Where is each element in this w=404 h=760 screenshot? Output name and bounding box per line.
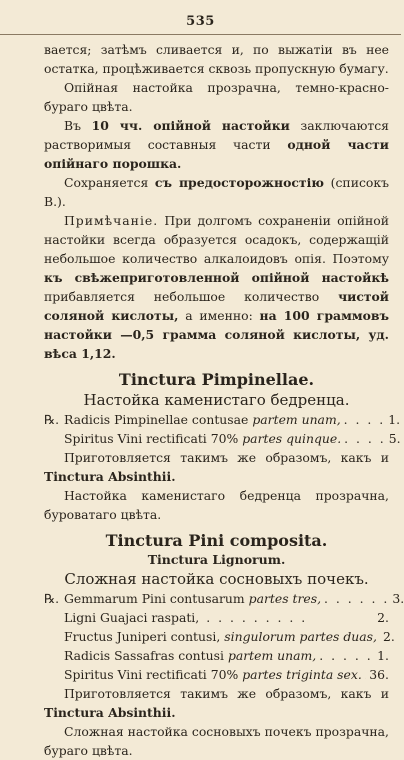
leader-dots [365,665,367,684]
section-title-russian: Сложная настойка сосновыхъ почекъ. [64,570,369,588]
page-body [44,40,404,760]
ingredient-quantity-words: partes triginta sex. [242,667,362,682]
paragraph-composition: Въ 10 чч. опійной настойки заключаются растворимыя составныя части одной части опійнаго порошка. [44,118,389,171]
recipe-ingredient [44,429,401,448]
ingredient-quantity-words: partes tres, [248,591,322,606]
paragraph-appearance: Опійная настойка прозрачна, темно-красно-бураго цвѣта. [44,80,389,114]
recipe-ingredient [44,589,404,608]
paragraph-storage: Сохраняется съ предосторожностію (списокъ В.). [44,175,389,209]
ingredient-quantity: 2. [377,610,389,625]
ingredient-latin: Ligni Guajaci raspati, [64,610,200,625]
recipe-ingredient [44,410,401,429]
leader-dots: . . . . [344,431,386,446]
page-number: 535 [186,14,215,29]
ingredient-quantity: 2. [382,629,395,644]
ingredient-quantity-words: partem unam, [227,648,317,663]
ingredient-latin: Radicis Sassafras contusi [64,648,224,663]
recipe-list [44,410,401,448]
leader-dots: . . . . . . [324,591,390,606]
leader-dots: . . . . [343,412,386,427]
preparation-note: Приготовляется такимъ же образомъ, какъ и Tinctura Absinthii. [44,450,389,484]
description: Сложная настойка сосновыхъ почекъ прозрачна, бураго цвѣта. [44,724,389,758]
ingredient-quantity-words: singulorum partes duas, [224,629,377,644]
recipe-lead-symbol: ℞. [44,591,60,606]
paragraph-note: Примѣчаніе. При долгомъ сохраненіи опійной настойки всегда образуется осадокъ, содержащій небольшое количество алкалоидовъ опія. Поэтому къ свѣжеприготовленной опійной настойкѣ прибавляется небольшое количество чистой соляной кислоты, а именно: на 100 граммовъ настойки —0,5 грамма соляной кислоты, уд. вѣса 1,12. [44,213,389,361]
recipe-lead-symbol: ℞. [44,412,60,427]
section-title-latin: Tinctura Pini composita. [105,531,328,550]
leader-dots: . . . . . . . . . [206,610,308,625]
ingredient-latin: Spiritus Vini rectificati 70% [64,667,239,682]
ingredient-quantity: 36. [369,667,389,682]
section-subtitle-latin: Tinctura Lignorum. [147,552,286,567]
ingredient-latin: Radicis Pimpinellae contusae [64,412,249,427]
ingredient-latin: Spiritus Vini rectificati 70% [64,431,239,446]
ingredient-quantity: 5. [388,431,401,446]
ingredient-quantity: 3. [392,591,404,606]
ingredient-quantity-words: partem unam, [252,412,341,427]
ingredient-quantity: 1. [388,412,401,427]
description: Настойка каменистаго бедренца прозрачна, буроватаго цвѣта. [44,488,389,522]
leader-dots: . . . . . [319,648,373,663]
section-title-russian: Настойка каменистаго бедренца. [83,391,350,409]
recipe-list [44,589,404,684]
section-title-latin: Tinctura Pimpinellae. [118,370,315,389]
recipe-ingredient [44,646,389,665]
preparation-note: Приготовляется такимъ же образомъ, какъ и Tinctura Absinthii. [44,686,389,720]
paragraph-continuation: вается; затѣмъ сливается и, по выжатіи въ нее остатка, процѣживается сквозь пропускную бумагу. [44,42,389,76]
ingredient-latin: Fructus Juniperi contusi, [64,629,221,644]
ingredient-quantity: 1. [377,648,389,663]
recipe-ingredient [44,665,389,684]
header-rule [0,34,401,35]
ingredient-latin: Gemmarum Pini contusarum [64,591,245,606]
ingredient-quantity-words: partes quinque. [242,431,342,446]
recipe-ingredient [44,608,389,627]
recipe-ingredient [44,627,395,646]
